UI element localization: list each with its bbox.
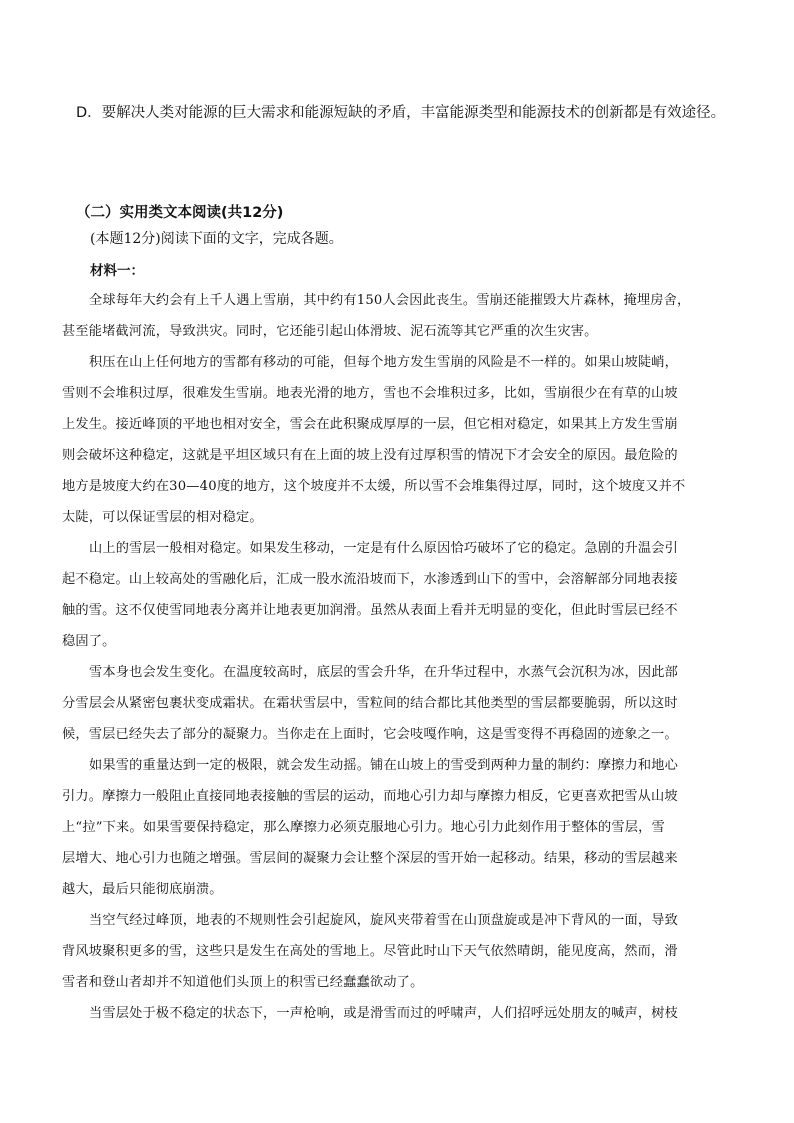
article-line: 触的雪。这不仅使雪同地表分离并让地表更加润滑。虽然从表面上看并无明显的变化，但此时雪层已经不 (62, 603, 678, 618)
article-line: 山上的雪层一般相对稳定。如果发生移动，一定是有什么原因恰巧破坏了它的稳定。急剧的升温会引 (89, 541, 679, 556)
section-title: （二）实用类文本阅读(共12分) (76, 205, 284, 221)
article-line: 越大，最后只能彻底崩溃。 (62, 882, 223, 897)
article-line: 起不稳定。山上较高处的雪融化后，汇成一股水流沿坡而下，水渗透到山下的雪中，会溶解部分同地表接 (62, 572, 678, 587)
article-line: 稳固了。 (62, 634, 116, 649)
article-line: 甚至能堵截河流，导致洪灾。同时，它还能引起山体滑坡、泥石流等其它严重的次生灾害。 (62, 324, 598, 339)
article-line: 引力。摩擦力一般阻止直接同地表接触的雪层的运动，而地心引力却与摩擦力相反，它更喜欢把雪从山坡 (62, 789, 678, 804)
article-line: 层增大、地心引力也随之增强。雪层间的凝聚力会让整个深层的雪开始一起移动。结果，移动的雪层越来 (62, 851, 678, 866)
article-line: 积压在山上任何地方的雪都有移动的可能，但每个地方发生雪崩的风险是不一样的。如果山坡陡峭， (89, 355, 679, 370)
article-line: 分雪层会从紧密包裹状变成霜状。在霜状雪层中，雪粒间的结合都比其他类型的雪层都要脆弱，所以这时 (62, 696, 678, 711)
article-line: 雪者和登山者却并不知道他们头顶上的积雪已经蠢蠢欲动了。 (62, 975, 424, 990)
article-line: 上“拉”下来。如果雪要保持稳定，那么摩擦力必须克服地心引力。地心引力此刻作用于整体的雪层，雪 (62, 820, 665, 835)
article-line: 地方是坡度大约在30—40度的地方，这个坡度并不太缓，所以雪不会堆集得过厚，同时，这个坡度又并不 (62, 479, 686, 494)
instruction-text: (本题12分)阅读下面的文字，完成各题。 (90, 231, 343, 247)
article-line: 上发生。接近峰顶的平地也相对安全，雪会在此积聚成厚厚的一层，但它相对稳定，如果其上方发生雪崩 (62, 417, 678, 432)
article-line: 如果雪的重量达到一定的极限，就会发生动摇。铺在山坡上的雪受到两种力量的制约：摩擦力和地心 (89, 758, 679, 773)
article-body (62, 290, 738, 1034)
article-line: 当雪层处于极不稳定的状态下，一声枪响，或是滑雪而过的呼啸声，人们招呼远处朋友的喊声，树枝 (89, 1006, 679, 1021)
material-label: 材料一： (90, 263, 144, 279)
article-line: 当空气经过峰顶，地表的不规则性会引起旋风，旋风夹带着雪在山顶盘旋或是冲下背风的一面，导致 (89, 913, 679, 928)
article-line: 太陡，可以保证雪层的相对稳定。 (62, 510, 263, 525)
article-line: 候，雪层已经失去了部分的凝聚力。当你走在上面时，它会吱嘎作响，这是雪变得不再稳固的迹象之一。 (62, 727, 678, 742)
article-line: 雪本身也会发生变化。在温度较高时，底层的雪会升华，在升华过程中，水蒸气会沉积为冰，因此部 (89, 665, 679, 680)
option-d: D．要解决人类对能源的巨大需求和能源短缺的矛盾，丰富能源类型和能源技术的创新都是有效途径。 (76, 105, 726, 121)
article-line: 全球每年大约会有上千人遇上雪崩，其中约有150人会因此丧生。雪崩还能摧毁大片森林，掩埋房舍， (89, 293, 691, 308)
article-line: 则会破坏这种稳定，这就是平坦区域只有在上面的坡上没有过厚积雪的情况下才会安全的原因。最危险的 (62, 448, 678, 463)
article-line: 雪则不会堆积过厚，很难发生雪崩。地表光滑的地方，雪也不会堆积过多，比如，雪崩很少在有草的山坡 (62, 386, 678, 401)
article-line: 背风坡聚积更多的雪，这些只是发生在高处的雪地上。尽管此时山下天气依然晴朗，能见度高，然而，滑 (62, 944, 678, 959)
